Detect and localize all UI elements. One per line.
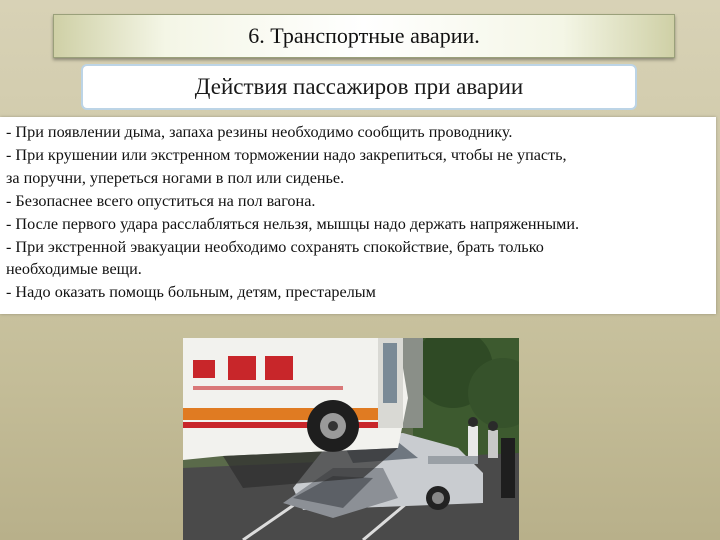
instruction-line: - При экстренной эвакуации необходимо сохранять спокойствие, брать только	[6, 237, 544, 256]
instruction-line: - После первого удара расслабляться нельзя, мышцы надо держать напряженными.	[6, 214, 580, 233]
slide-title-text: 6. Транспортные аварии.	[248, 23, 480, 48]
subtitle-text: Действия пассажиров при аварии	[194, 74, 524, 99]
accident-photo	[183, 338, 519, 540]
instruction-line: - При появлении дыма, запаха резины необходимо сообщить проводнику.	[6, 123, 513, 141]
instruction-line: необходимые вещи.	[6, 260, 142, 279]
slide-title	[53, 14, 675, 58]
instruction-line: за поручни, упереться ногами в пол или сиденье.	[6, 168, 345, 187]
instruction-line: - При крушении или экстренном торможении надо закрепиться, чтобы не упасть,	[6, 145, 567, 164]
instruction-line: - Безопаснее всего опуститься на пол вагона.	[6, 191, 316, 210]
bus-on-car-accident-photo-icon	[183, 338, 519, 540]
instruction-line: - Надо оказать помощь больным, детям, престарелым	[6, 283, 376, 302]
instructions-panel	[0, 117, 716, 314]
subtitle-box	[81, 64, 637, 110]
